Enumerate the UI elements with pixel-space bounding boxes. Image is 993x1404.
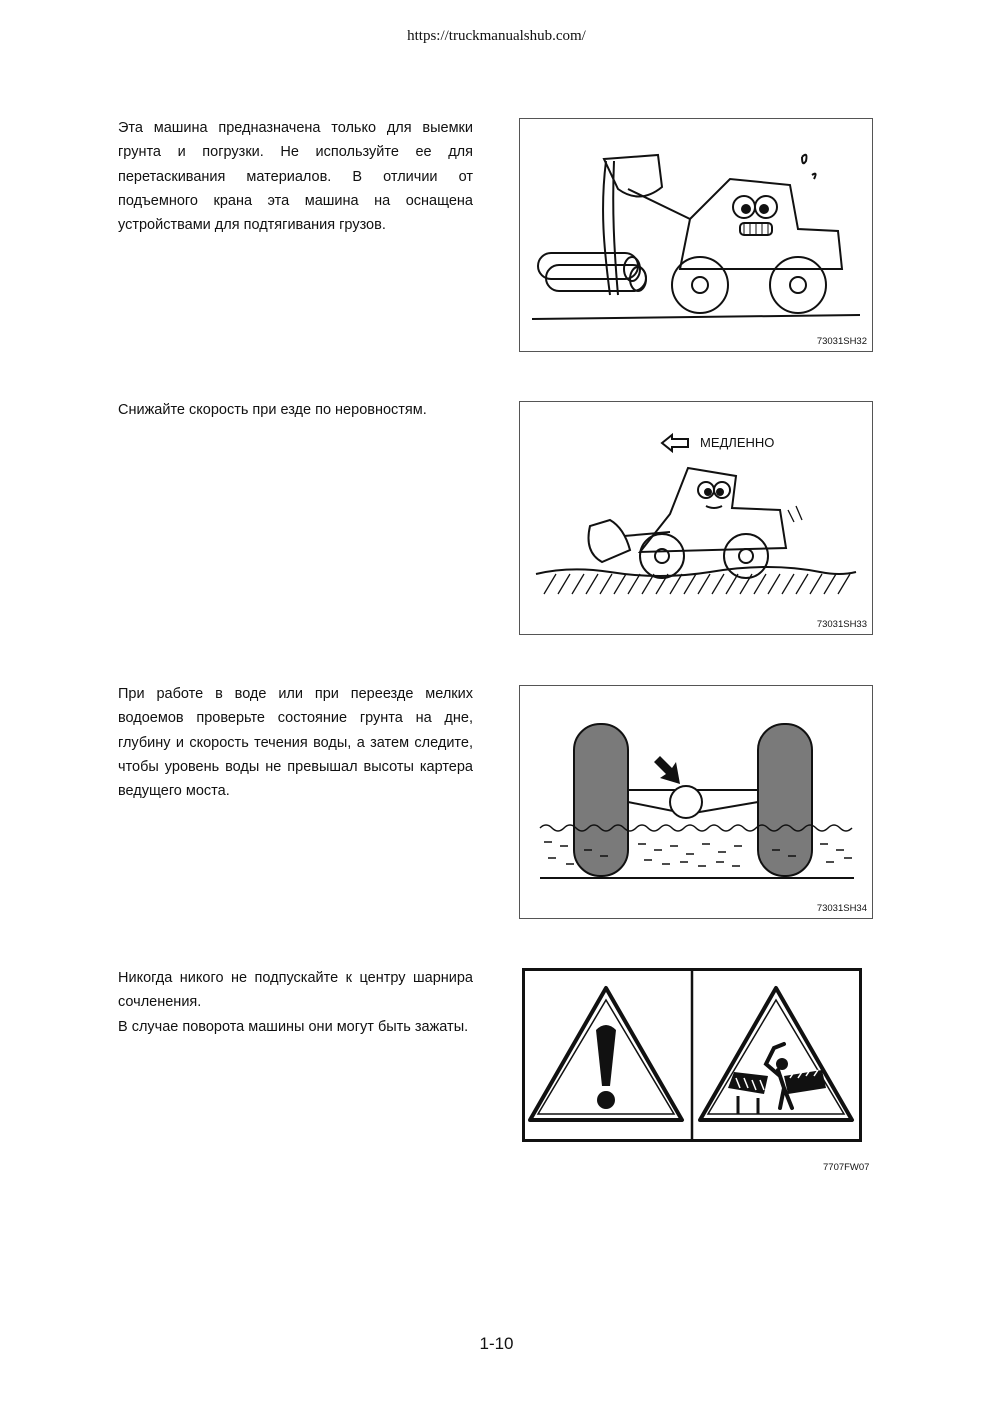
figure-code: 7707FW07 [823, 1162, 870, 1173]
figure-code: 73031SH33 [816, 619, 867, 630]
paragraph-text: Эта машина предназначена только для выемки грунта и погрузки. Не используйте ее для перетаскивания материалов. В отличии от подъемного крана эта машина на оснащена устройствами для подтягивания грузов. [118, 120, 473, 234]
paragraph-line: В случае поворота машины они могут быть зажаты. [118, 1018, 469, 1035]
exclamation-warning-icon [530, 988, 682, 1120]
pointer-arrow-icon [654, 756, 680, 784]
loader-bumpy-illustration [520, 402, 872, 634]
loader-towing-illustration [520, 119, 872, 351]
arrow-left-icon [662, 435, 688, 451]
paragraph-slow-down [118, 398, 473, 422]
figure-code: 73031SH32 [816, 336, 867, 347]
paragraph-line: Никогда никого не подпускайте к центру шарнира сочленения. [118, 970, 473, 1011]
page-number: 1-10 [479, 1334, 514, 1353]
figure-loader-uneven-ground [519, 401, 873, 635]
paragraph-text: Снижайте скорость при езде по неровностям. [118, 402, 427, 418]
crush-hazard-icon [700, 988, 852, 1120]
axle-water-illustration [520, 686, 872, 918]
figure-code: 73031SH34 [816, 903, 867, 914]
paragraph-articulation-warning [118, 966, 473, 1039]
figure-axle-water-level [519, 685, 873, 919]
paragraph-digging-only [118, 116, 473, 237]
paragraph-text: При работе в воде или при переезде мелких водоемов проверьте состояние грунта на дне, глубину и скорость течения воды, а затем следите, чтобы уровень воды не превышал высоты картера ведущего моста. [118, 686, 473, 800]
paragraph-water-work [118, 682, 473, 803]
source-url: https://truckmanualshub.com/ [407, 28, 586, 44]
figure-loader-towing [519, 118, 873, 352]
slow-label: МЕДЛЕННО [700, 435, 775, 450]
safety-warning-signs [522, 968, 862, 1142]
